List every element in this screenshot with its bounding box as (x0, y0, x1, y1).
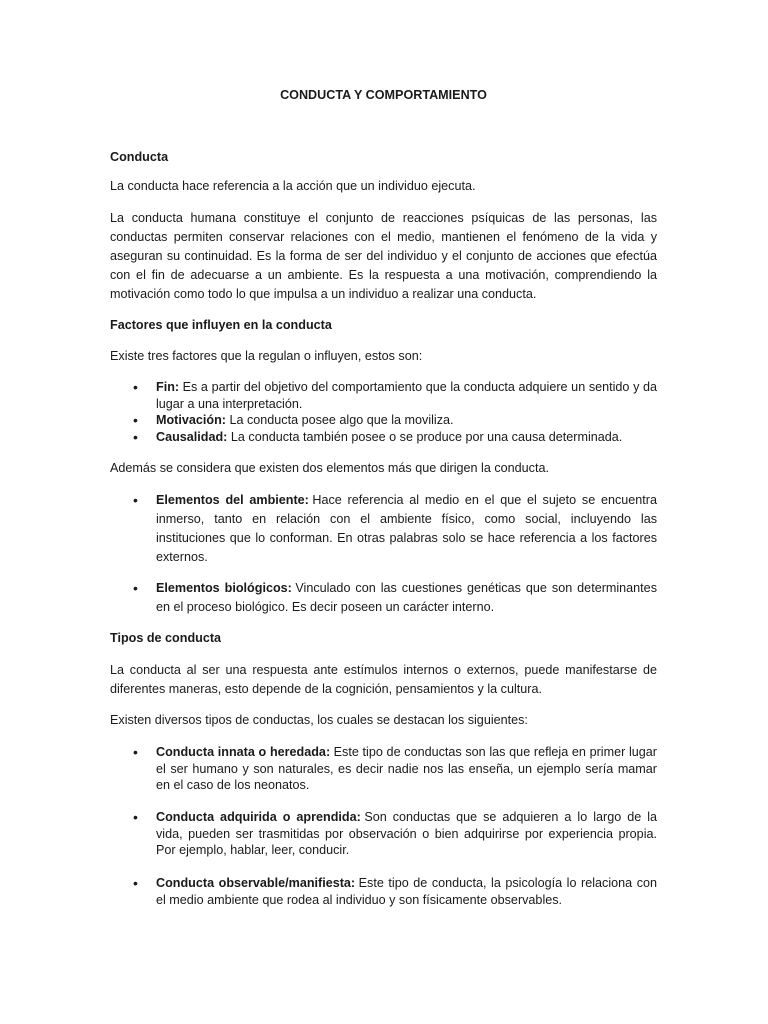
list-item-motivacion (156, 412, 657, 429)
list-item-text: Este tipo de conducta, la psicología lo relaciona con el medio ambiente que rodea al individuo y son físicamente observables. (156, 876, 657, 907)
bullet-icon (133, 875, 143, 893)
tipos-list-observable (156, 875, 657, 908)
bullet-icon (133, 379, 143, 397)
paragraph-factores-intro: Existe tres factores que la regulan o influyen, estos son: (110, 349, 423, 363)
list-item-causalidad (156, 429, 657, 446)
list-item-text: Este tipo de conductas son las que refleja en primer lugar el ser humano y son naturales, es decir nadie nos las enseña, un ejemplo sería mamar en el caso de los neonatos. (156, 745, 657, 792)
section-heading-factores: Factores que influyen en la conducta (110, 318, 332, 332)
list-item-text: Son conductas que se adquieren a lo largo de la vida, pueden ser trasmitidas por observación o bien adquirirse por experiencia propia. Por ejemplo, hablar, leer, conducir. (156, 810, 658, 857)
tipos-list-innata (156, 744, 657, 794)
list-item-label: Conducta innata o heredada: (156, 745, 331, 759)
list-item-observable (156, 875, 657, 908)
list-item-label: Causalidad: (156, 429, 228, 444)
list-item-text: La conducta posee algo que la moviliza. (229, 413, 454, 427)
bullet-icon (133, 744, 143, 762)
list-item-label: Motivación: (156, 413, 226, 427)
list-item-text: Es a partir del objetivo del comportamiento que la conducta adquiere un sentido y da lugar a una interpretación. (156, 380, 657, 411)
section-heading-tipos: Tipos de conducta (110, 631, 222, 645)
paragraph-tipos-lista-intro: Existen diversos tipos de conductas, los cuales se destacan los siguientes: (110, 713, 528, 727)
list-item-label: Conducta observable/manifiesta: (156, 876, 356, 890)
list-item-text: Hace referencia al medio en el que el sujeto se encuentra inmerso, tanto en relación con el ambiente físico, como social, incluyendo las instituciones que lo conforman. En otras palabras solo se hace referencia a los factores externos. (156, 493, 657, 564)
factores-list (156, 379, 657, 445)
elementos-list-biologicos (156, 579, 657, 617)
list-item-fin (156, 379, 657, 412)
tipos-list-adquirida (156, 809, 657, 859)
list-item-label: Conducta adquirida o aprendida: (156, 810, 361, 824)
list-item-ambiente (156, 491, 657, 567)
page-title: CONDUCTA Y COMPORTAMIENTO (280, 88, 487, 102)
paragraph-definition: La conducta hace referencia a la acción que un individuo ejecuta. (110, 179, 476, 193)
list-item-label: Fin: (156, 380, 180, 394)
section-heading-conducta: Conducta (110, 150, 169, 164)
list-item-label: Elementos del ambiente: (156, 493, 309, 507)
bullet-icon (133, 429, 143, 447)
bullet-icon (133, 809, 143, 827)
elementos-list-ambiente (156, 491, 657, 567)
bullet-icon (133, 579, 143, 599)
list-item-text: Vinculado con las cuestiones genéticas que son determinantes en el proceso biológico. Es decir poseen un carácter interno. (156, 581, 657, 614)
paragraph-tipos-intro: La conducta al ser una respuesta ante estímulos internos o externos, puede manifestarse de diferentes maneras, esto depende de la cognición, pensamientos y la cultura. (110, 663, 657, 696)
list-item-biologicos (156, 579, 657, 617)
list-item-adquirida (156, 809, 657, 859)
bullet-icon (133, 412, 143, 430)
list-item-label: Elementos biológicos: (156, 581, 292, 595)
bullet-icon (133, 491, 143, 511)
list-item-innata (156, 744, 657, 794)
paragraph-conducta-humana: La conducta humana constituye el conjunto de reacciones psíquicas de las personas, las conductas permiten conservar relaciones con el medio, mantienen el fenómeno de la vida y aseguran su continuidad. Es la forma de ser del individuo y el conjunto de acciones que efectúa con el fin de adecuarse a un ambiente. Es la respuesta a una motivación, comprendiendo la motivación como todo lo que impulsa a un individuo a realizar una conducta. (110, 211, 657, 301)
paragraph-elementos-intro: Además se considera que existen dos elementos más que dirigen la conducta. (110, 461, 549, 475)
list-item-text: La conducta también posee o se produce por una causa determinada. (230, 429, 623, 444)
